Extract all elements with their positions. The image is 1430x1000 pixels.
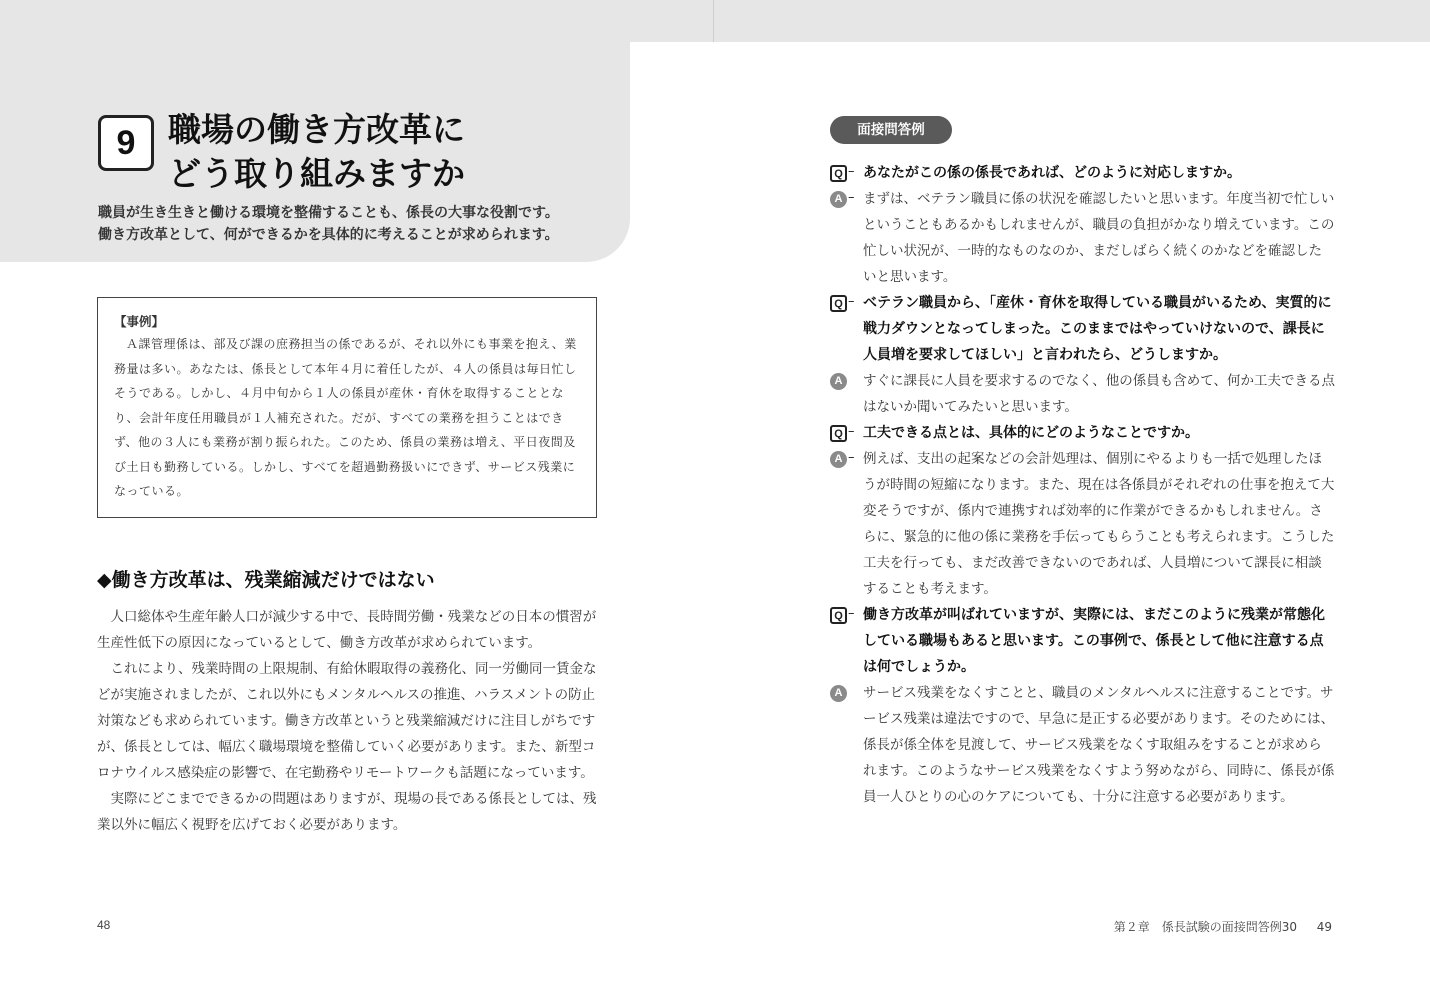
lead-line-1: 職員が生き生きと働ける環境を整備することも、係長の大事な役割です。 [98, 205, 559, 221]
lead-text [98, 202, 608, 246]
qa-answer-4 [830, 680, 1335, 810]
header-band-curve [630, 42, 720, 112]
interview-example-label: 面接問答例 [830, 116, 952, 144]
qa-answer-2 [830, 368, 1335, 420]
qa-question-1 [830, 160, 1335, 186]
dash: – [848, 190, 855, 205]
page-number-right: 49 [1316, 920, 1332, 934]
qa-answer-1 [830, 186, 1335, 290]
qa-question-3 [830, 420, 1335, 446]
body-paragraph-2: これにより、残業時間の上限規制、有給休暇取得の義務化、同一労働同一賃金などが実施されましたが、これ以外にもメンタルヘルスの推進、ハラスメントの防止対策なども求められています。働き方改革というと残業縮減だけに注目しがちですが、係長としては、幅広く職場環境を整備していく必要があります。また、新型コロナウイルス感染症の影響で、在宅勤務やリモートワークも話題になっています。 [97, 661, 597, 781]
chapter-number-badge: 9 [98, 115, 154, 171]
page-number-left: 48 [97, 918, 111, 932]
question-icon: Q [830, 165, 847, 182]
dash: – [848, 164, 855, 179]
page-title [168, 108, 598, 196]
question-text: 働き方改革が叫ばれていますが、実際には、まだこのように残業が常態化している職場もあると思います。この事例で、係長として他に注意する点は何でしょうか。 [863, 607, 1325, 675]
question-icon: Q [830, 607, 847, 624]
dash: – [848, 424, 855, 439]
answer-icon: A [830, 191, 847, 208]
page-footer-right [1110, 918, 1332, 935]
body-paragraph-1: 人口総体や生産年齢人口が減少する中で、長時間労働・残業などの日本の慣習が生産性低下の原因になっているとして、働き方改革が求められています。 [97, 609, 597, 651]
gutter-line [713, 0, 714, 42]
title-line-1: 職場の働き方改革に [168, 110, 465, 149]
section-heading: ◆働き方改革は、残業縮減だけではない [97, 569, 435, 591]
body-text [97, 604, 602, 838]
question-text: あなたがこの係の係長であれば、どのように対応しますか。 [863, 165, 1241, 181]
case-label: 【事例】 [114, 314, 165, 329]
question-icon: Q [830, 425, 847, 442]
footer-chapter: 第２章 係長試験の面接問答例30 [1113, 920, 1298, 934]
lead-line-2: 働き方改革として、何ができるかを具体的に考えることが求められます。 [98, 227, 559, 243]
answer-text: 例えば、支出の起案などの会計処理は、個別にやるよりも一括で処理したほうが時間の短縮になります。また、現在は各係員がそれぞれの仕事を抱えて大変そうですが、係内で連携すれば効率的に作業ができるかもしれません。さらに、緊急的に他の係に業務を手伝ってもらうことも考えられます。こうした工夫を行っても、まだ改善できないのであれば、人員増について課長に相談することも考えます。 [863, 451, 1335, 597]
header-band-right [630, 0, 1430, 42]
dash: – [848, 606, 855, 621]
qa-list [830, 160, 1335, 810]
answer-icon: A [830, 373, 847, 390]
dash: – [848, 294, 855, 309]
dash: – [848, 450, 855, 465]
answer-icon: A [830, 451, 847, 468]
answer-text: すぐに課長に人員を要求するのでなく、他の係員も含めて、何か工夫できる点はないか聞いてみたいと思います。 [863, 373, 1335, 415]
qa-question-2 [830, 290, 1335, 368]
case-box [97, 297, 597, 518]
question-text: ベテラン職員から、「産休・育休を取得している職員がいるため、実質的に戦力ダウンとなってしまった。このままではやっていけないので、課長に人員増を要求してほしい」と言われたら、どうしますか。 [863, 295, 1332, 363]
case-text: Ａ課管理係は、部及び課の庶務担当の係であるが、それ以外にも事業を抱え、業務量は多い。あなたは、係長として本年４月に着任したが、４人の係員は毎日忙しそうである。しかし、４月中旬から１人の係員が産休・育休を取得することとなり、会計年度任用職員が１人補充された。だが、すべての業務を担うことはできず、他の３人にも業務が割り振られた。このため、係員の業務は増え、平日夜間及び土日も勤務している。しかし、すべてを超過勤務扱いにできず、サービス残業になっている。 [114, 337, 577, 498]
question-icon: Q [830, 295, 847, 312]
answer-text: サービス残業をなくすことと、職員のメンタルヘルスに注意することです。サービス残業は違法ですので、早急に是正する必要があります。そのためには、係長が係全体を見渡して、サービス残業をなくす取組みをすることが求められます。このようなサービス残業をなくすよう努めながら、同時に、係長が係員一人ひとりの心のケアについても、十分に注意する必要があります。 [863, 685, 1335, 805]
qa-question-4 [830, 602, 1335, 680]
title-line-2: どう取り組みますか [168, 154, 465, 193]
body-paragraph-3: 実際にどこまでできるかの問題はありますが、現場の長である係長としては、残業以外に幅広く視野を広げておく必要があります。 [97, 791, 597, 833]
answer-text: まずは、ベテラン職員に係の状況を確認したいと思います。年度当初で忙しいということもあるかもしれませんが、職員の負担がかなり増えています。この忙しい状況が、一時的なものなのか、まだしばらく続くのかなどを確認したいと思います。 [863, 191, 1335, 285]
answer-icon: A [830, 685, 847, 702]
qa-answer-3 [830, 446, 1335, 602]
question-text: 工夫できる点とは、具体的にどのようなことですか。 [863, 425, 1199, 441]
